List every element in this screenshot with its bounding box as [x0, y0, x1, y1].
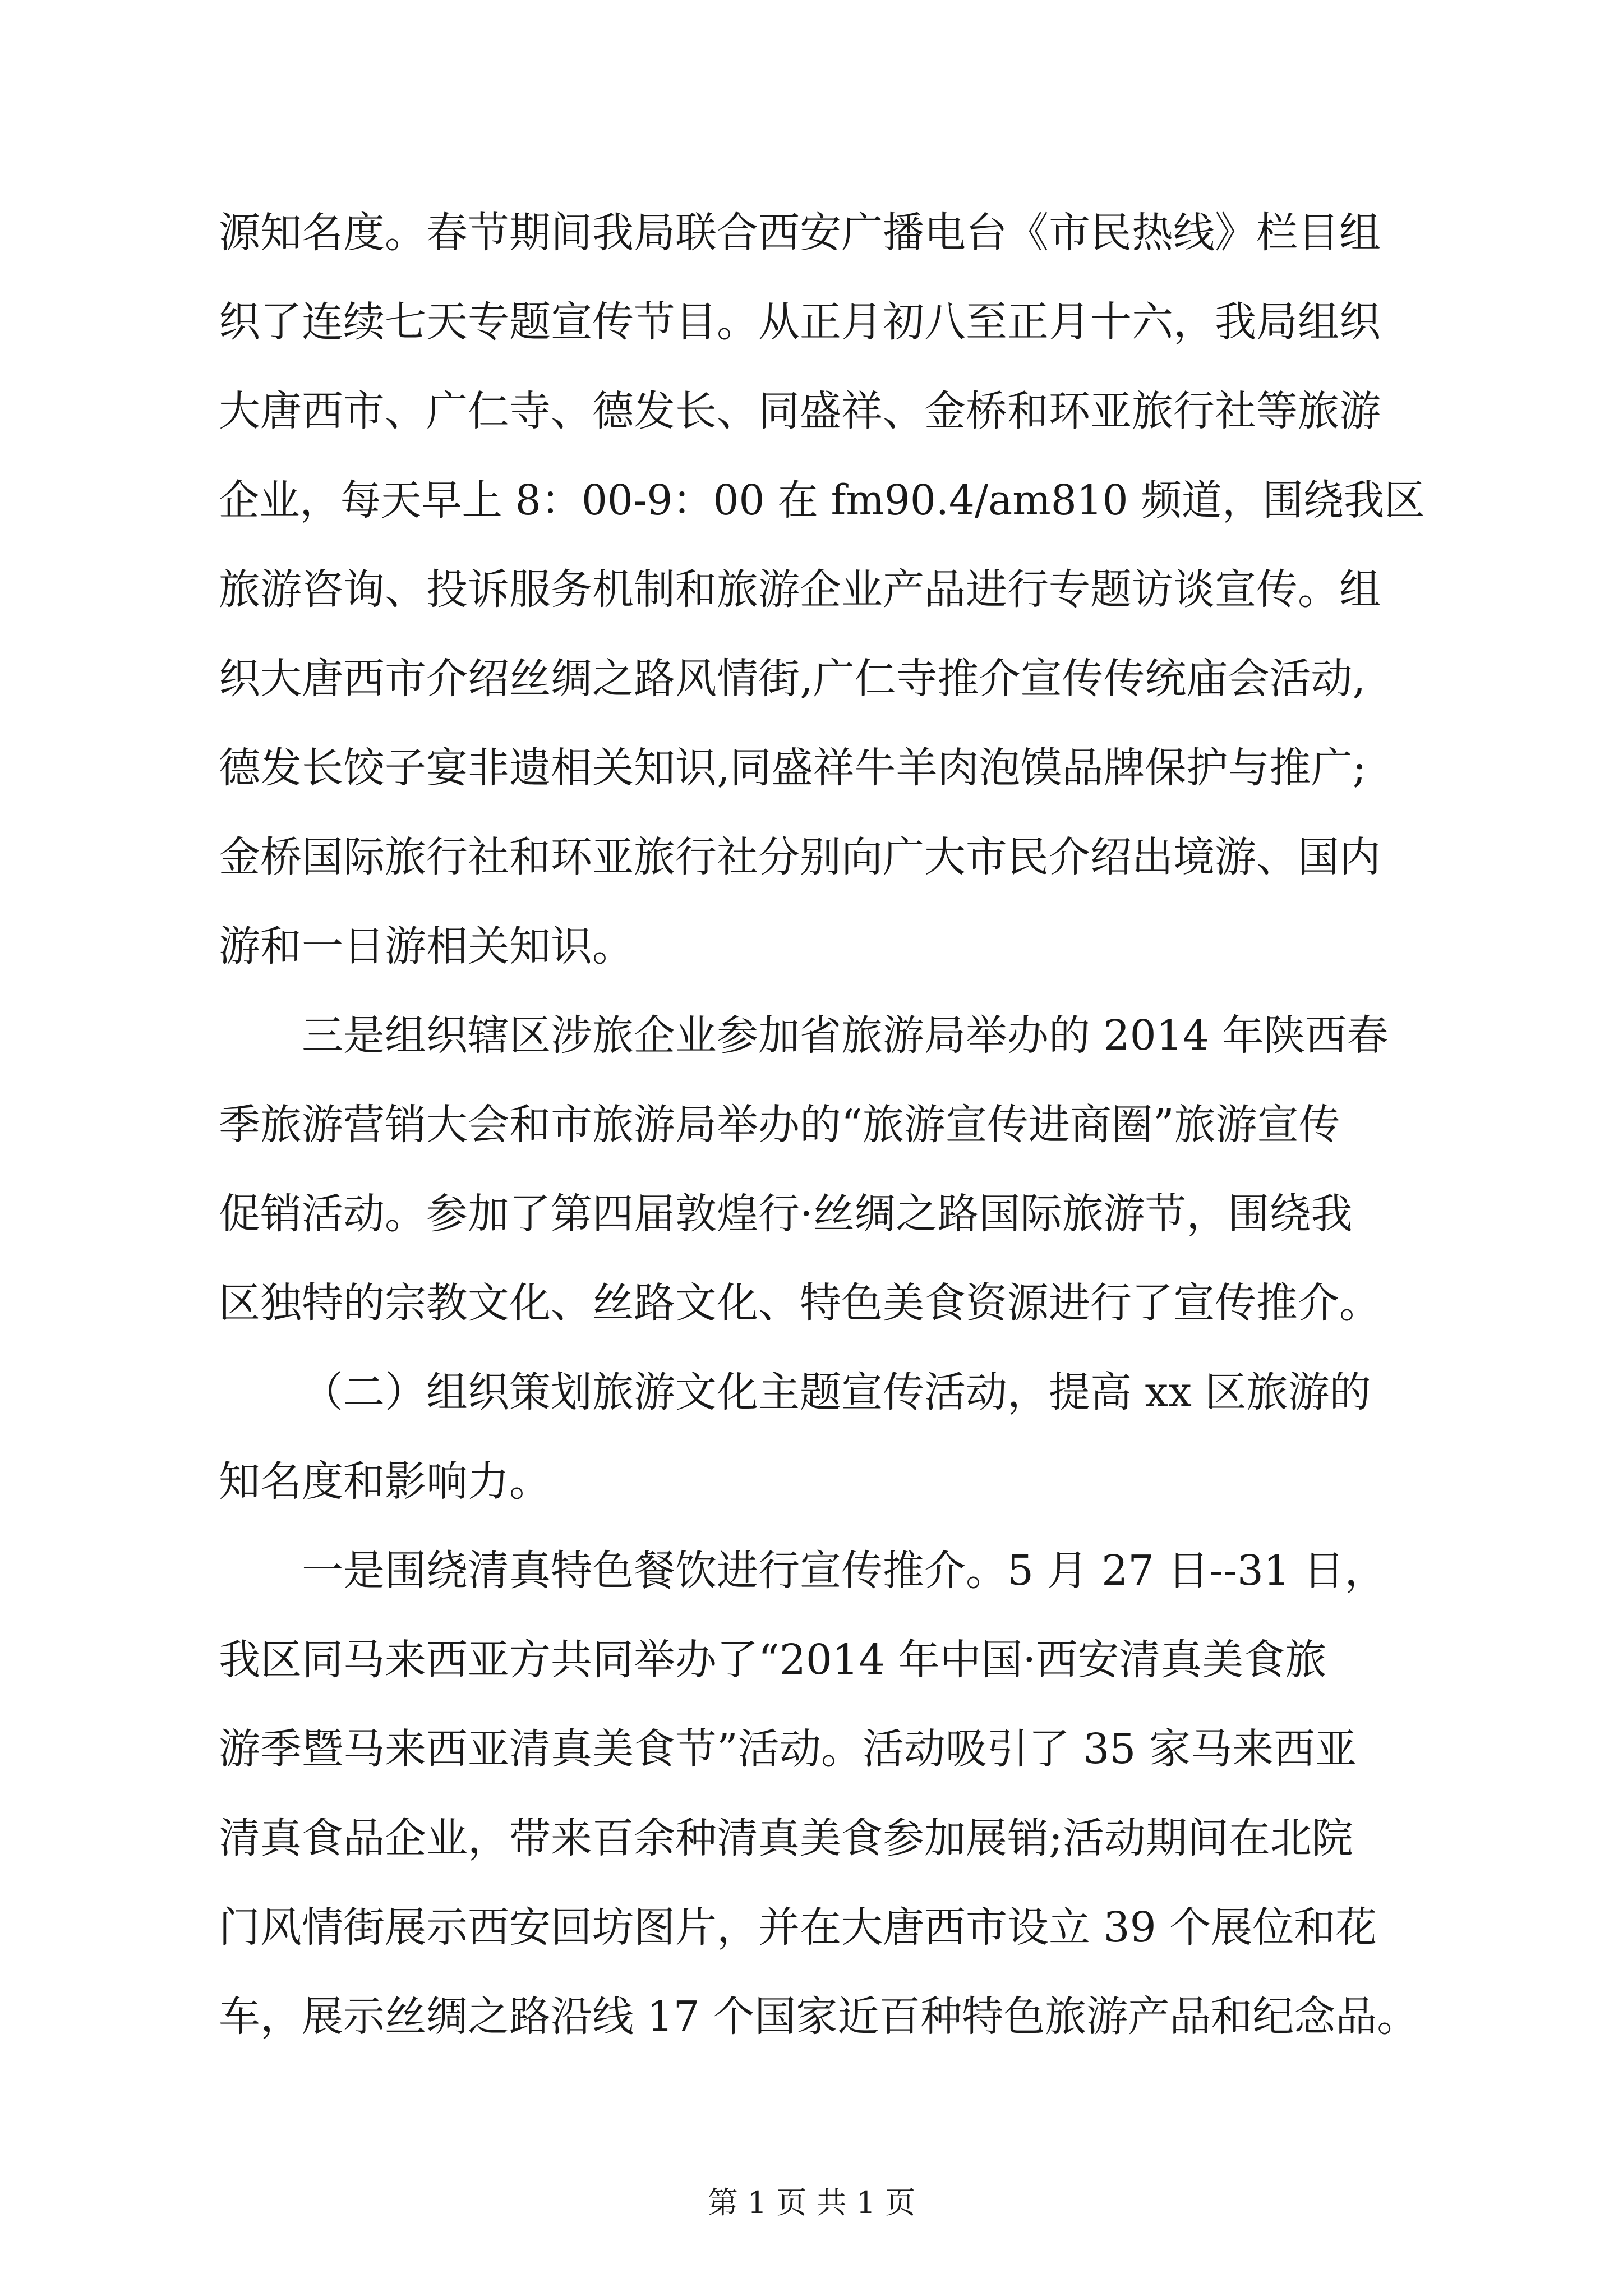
paragraph-first-line: 一是围绕清真特色餐饮进行宣传推介。5 月 27 日--31 日， [302, 1547, 1386, 1595]
text-line: 车，展示丝绸之路沿线 17 个国家近百种特色旅游产品和纪念品。 [219, 1993, 1419, 2041]
text-line: 织了连续七天专题宣传节目。从正月初八至正月十六，我局组织 [219, 298, 1381, 346]
text-line: 季旅游营销大会和市旅游局举办的“旅游宣传进商圈”旅游宣传 [219, 1101, 1340, 1149]
text-line: 知名度和影响力。 [219, 1457, 551, 1506]
text-line: 企业，每天早上 8：00-9：00 在 fm90.4/am810 频道，围绕我区 [219, 476, 1425, 524]
section-heading: （二）组织策划旅游文化主题宣传活动，提高 xx 区旅游的 [302, 1368, 1371, 1416]
text-line: 游季暨马来西亚清真美食节”活动。活动吸引了 35 家马来西亚 [219, 1725, 1357, 1773]
text-line: 促销活动。参加了第四届敦煌行·丝绸之路国际旅游节，围绕我 [219, 1190, 1353, 1238]
text-line: 清真食品企业，带来百余种清真美食参加展销;活动期间在北院 [219, 1814, 1353, 1862]
text-line: 游和一日游相关知识。 [219, 922, 634, 970]
text-line: 大唐西市、广仁寺、德发长、同盛祥、金桥和环亚旅行社等旅游 [219, 387, 1381, 435]
text-line: 源知名度。春节期间我局联合西安广播电台《市民热线》栏目组 [219, 209, 1381, 257]
text-line: 门风情街展示西安回坊图片，并在大唐西市设立 39 个展位和花 [219, 1903, 1377, 1952]
text-line: 旅游咨询、投诉服务机制和旅游企业产品进行专题访谈宣传。组 [219, 565, 1381, 614]
text-line: 金桥国际旅行社和环亚旅行社分别向广大市民介绍出境游、国内 [219, 833, 1381, 881]
text-line: 织大唐西市介绍丝绸之路风情街,广仁寺推介宣传传统庙会活动, [219, 655, 1366, 703]
text-line: 德发长饺子宴非遗相关知识,同盛祥牛羊肉泡馍品牌保护与推广; [219, 744, 1367, 792]
page-number-footer: 第 1 页 共 1 页 [707, 2185, 916, 2220]
paragraph-first-line: 三是组织辖区涉旅企业参加省旅游局举办的 2014 年陕西春 [302, 1011, 1389, 1060]
text-line: 区独特的宗教文化、丝路文化、特色美食资源进行了宣传推介。 [219, 1279, 1381, 1327]
text-line: 我区同马来西亚方共同举办了“2014 年中国·西安清真美食旅 [219, 1636, 1327, 1684]
